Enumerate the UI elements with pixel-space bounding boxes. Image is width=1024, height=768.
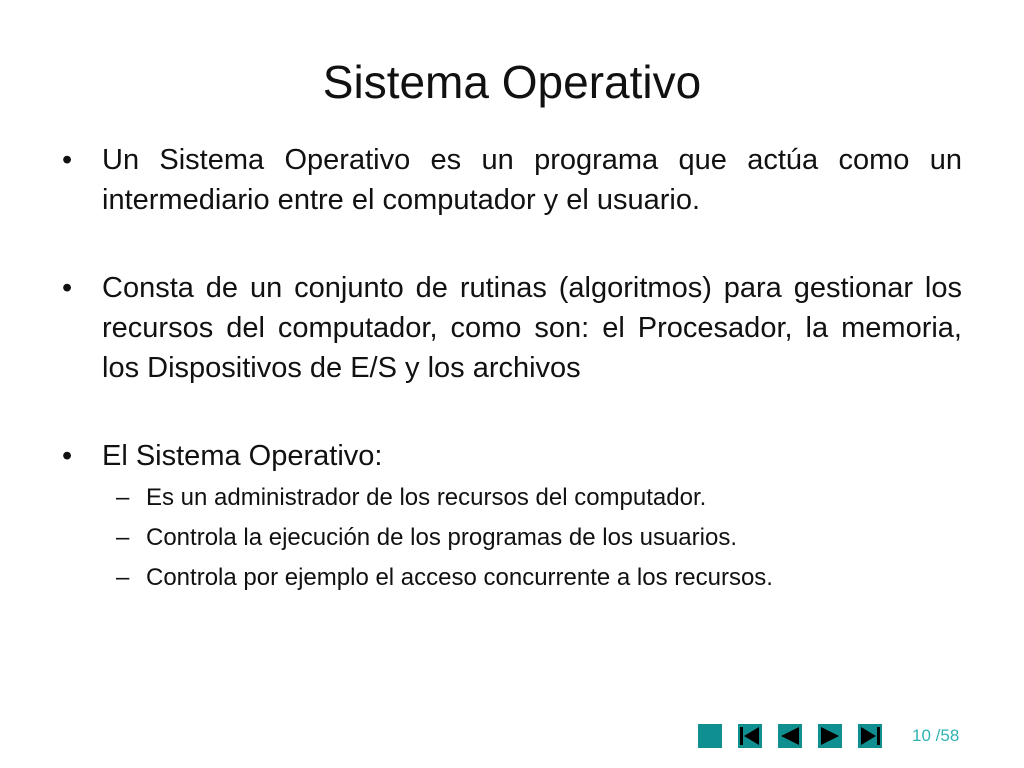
bullet-text: El Sistema Operativo: xyxy=(102,440,383,472)
home-button[interactable] xyxy=(698,724,722,748)
dash-marker: – xyxy=(116,564,130,591)
sub-bullet-text: Es un administrador de los recursos del computador. xyxy=(146,484,707,511)
bullet-marker: • xyxy=(62,440,73,472)
bullet-marker: • xyxy=(62,272,73,304)
first-page-icon xyxy=(738,724,762,748)
sub-bullet-text: Controla por ejemplo el acceso concurrente a los recursos. xyxy=(146,564,773,591)
next-slide-button[interactable] xyxy=(818,724,842,748)
sub-bullet-item xyxy=(62,478,962,518)
bullet-text: Consta de un conjunto de rutinas (algoritmos) para gestionar los recursos del computador, como son: el Procesador, la memoria, los Dispositivos de E/S y los archivos xyxy=(102,272,962,384)
total-pages: /58 xyxy=(935,726,960,745)
home-square-icon xyxy=(698,724,722,748)
next-page-icon xyxy=(818,724,842,748)
dash-marker: – xyxy=(116,484,130,511)
current-page-number: 10 xyxy=(912,726,931,745)
sub-bullet-item xyxy=(62,518,962,558)
last-slide-button[interactable] xyxy=(858,724,882,748)
previous-slide-button[interactable] xyxy=(778,724,802,748)
bullet-text: Un Sistema Operativo es un programa que actúa como un intermediario entre el computador y el usuario. xyxy=(102,144,962,216)
bullet-item xyxy=(62,268,962,388)
bullet-marker: • xyxy=(62,144,73,176)
last-page-icon xyxy=(858,724,882,748)
bullet-item xyxy=(62,436,962,476)
slide-navigation xyxy=(698,722,898,750)
slide-title: Sistema Operativo xyxy=(322,56,702,108)
page-indicator xyxy=(912,726,959,746)
previous-page-icon xyxy=(778,724,802,748)
dash-marker: – xyxy=(116,524,130,551)
sub-bullet-text: Controla la ejecución de los programas de los usuarios. xyxy=(146,524,737,551)
sub-bullet-item xyxy=(62,558,962,598)
bullet-item xyxy=(62,140,962,220)
first-slide-button[interactable] xyxy=(738,724,762,748)
slide-content xyxy=(62,140,962,598)
